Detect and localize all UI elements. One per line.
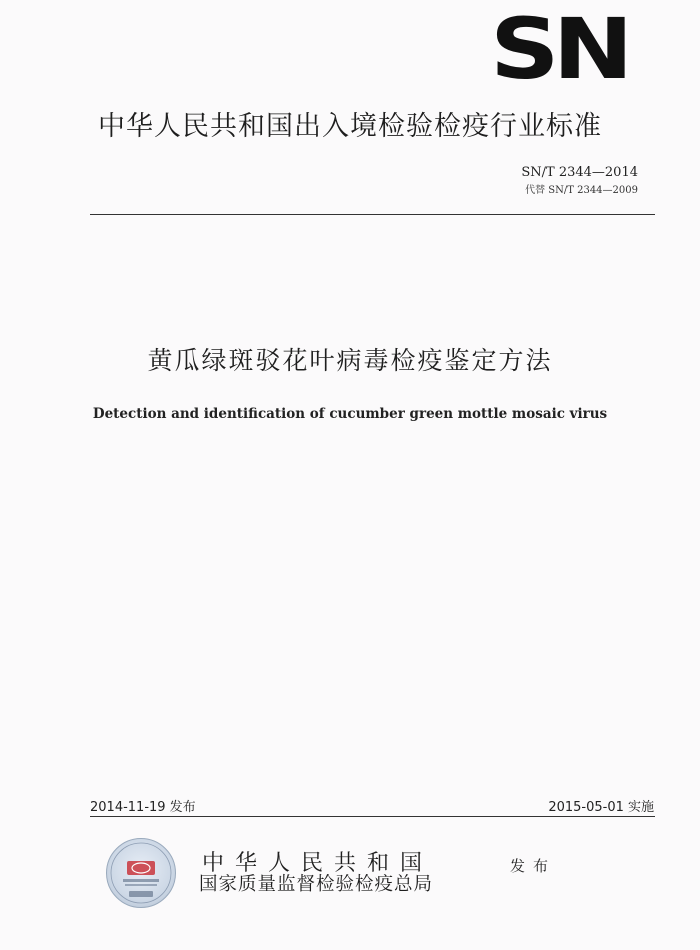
issue-date: 2014-11-19 发布 — [90, 800, 196, 815]
anti-counterfeit-seal-icon — [106, 838, 176, 908]
document-title-english: Detection and identification of cucumber green mottle mosaic virus — [92, 406, 608, 422]
replaces-standard: 代替 SN/T 2344—2009 — [525, 185, 638, 196]
industry-standard-title: 中华人民共和国出入境检验检疫行业标准 — [98, 111, 602, 142]
sn-logo: SN — [490, 0, 627, 98]
publish-label: 发布 — [510, 857, 557, 875]
implementation-date: 2015-05-01 实施 — [548, 800, 654, 815]
footer-divider — [90, 816, 655, 817]
publisher-name-line1: 中华人民共和国 — [202, 851, 434, 876]
publisher-name-line2: 国家质量监督检验检疫总局 — [199, 874, 434, 895]
header-divider — [90, 214, 655, 215]
standard-code: SN/T 2344—2014 — [521, 165, 638, 180]
document-title-chinese: 黄瓜绿斑驳花叶病毒检疫鉴定方法 — [147, 346, 553, 375]
